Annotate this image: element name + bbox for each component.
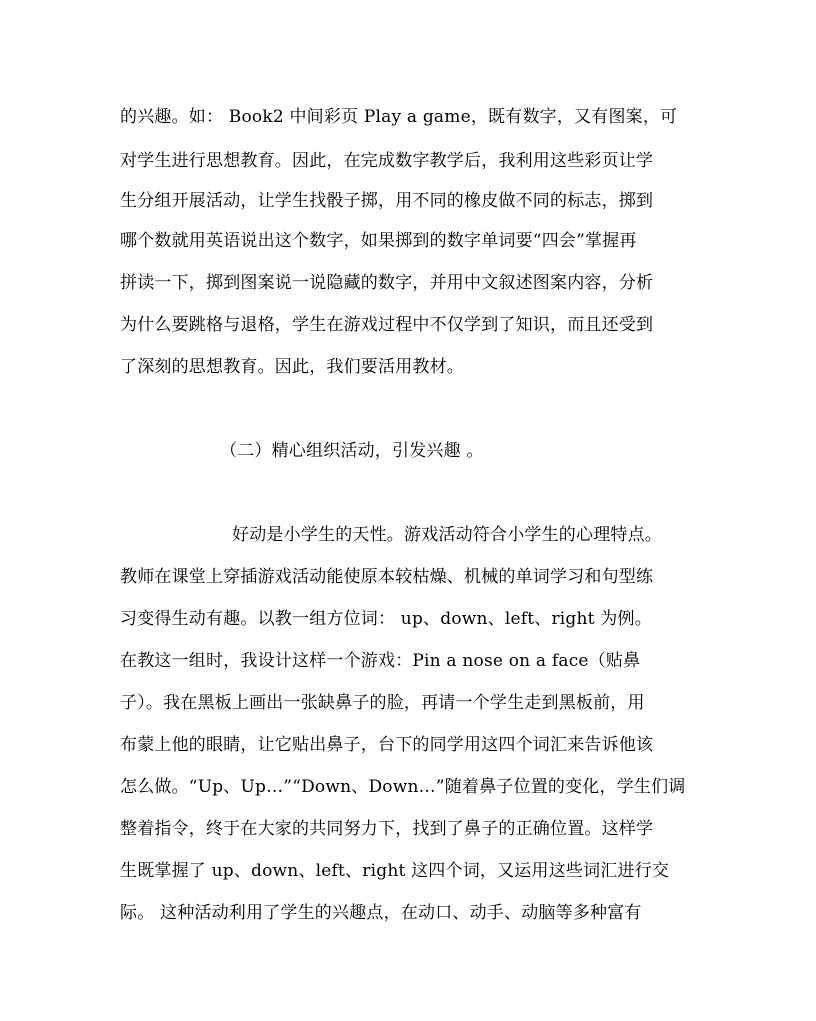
paragraph-2-line-5: 子）。我在黑板上画出一张缺鼻子的脸，再请一个学生走到黑板前，用 (120, 693, 645, 713)
paragraph-1-line-7: 了深刻的思想教育。因此，我们要活用教材。 (120, 357, 464, 377)
paragraph-2-line-3: 习变得生动有趣。以教一组方位词： up、down、left、right 为例。 (120, 609, 652, 629)
paragraph-2-line-6: 布蒙上他的眼睛，让它贴出鼻子，台下的同学用这四个词汇来告诉他该 (120, 735, 654, 755)
paragraph-1-line-2: 对学生进行思想教育。因此，在完成数字教学后，我利用这些彩页让学 (120, 151, 654, 171)
section-heading: （二）精心组织活动，引发兴趣 。 (220, 441, 484, 461)
paragraph-2-line-1: 好动是小学生的天性。游戏活动符合小学生的心理特点。 (232, 525, 662, 545)
paragraph-1-line-4: 哪个数就用英语说出这个数字，如果掷到的数字单词要“四会”掌握再 (120, 231, 637, 251)
paragraph-1-line-6: 为什么要跳格与退格，学生在游戏过程中不仅学到了知识，而且还受到 (120, 315, 654, 335)
paragraph-2-line-2: 教师在课堂上穿插游戏活动能使原本较枯燥、机械的单词学习和句型练 (120, 567, 654, 587)
paragraph-1-line-1: 的兴趣。如： Book2 中间彩页 Play a game，既有数字，又有图案，可 (120, 107, 678, 127)
paragraph-2-line-9: 生既掌握了 up、down、left、right 这四个词，又运用这些词汇进行交 (120, 861, 670, 881)
paragraph-2-line-7: 怎么做。“Up、Up…”“Down、Down…”随着鼻子位置的变化，学生们调 (120, 777, 686, 797)
paragraph-1-line-3: 生分组开展活动，让学生找骰子掷，用不同的橡皮做不同的标志，掷到 (120, 191, 654, 211)
paragraph-1-line-5: 拼读一下，掷到图案说一说隐藏的数字，并用中文叙述图案内容，分析 (120, 273, 654, 293)
paragraph-2-line-10: 际。 这种活动利用了学生的兴趣点，在动口、动手、动脑等多种富有 (120, 903, 642, 923)
paragraph-2-line-4: 在教这一组时，我设计这样一个游戏：Pin a nose on a face（贴鼻 (120, 651, 641, 671)
paragraph-2-line-8: 整着指令，终于在大家的共同努力下，找到了鼻子的正确位置。这样学 (120, 819, 654, 839)
